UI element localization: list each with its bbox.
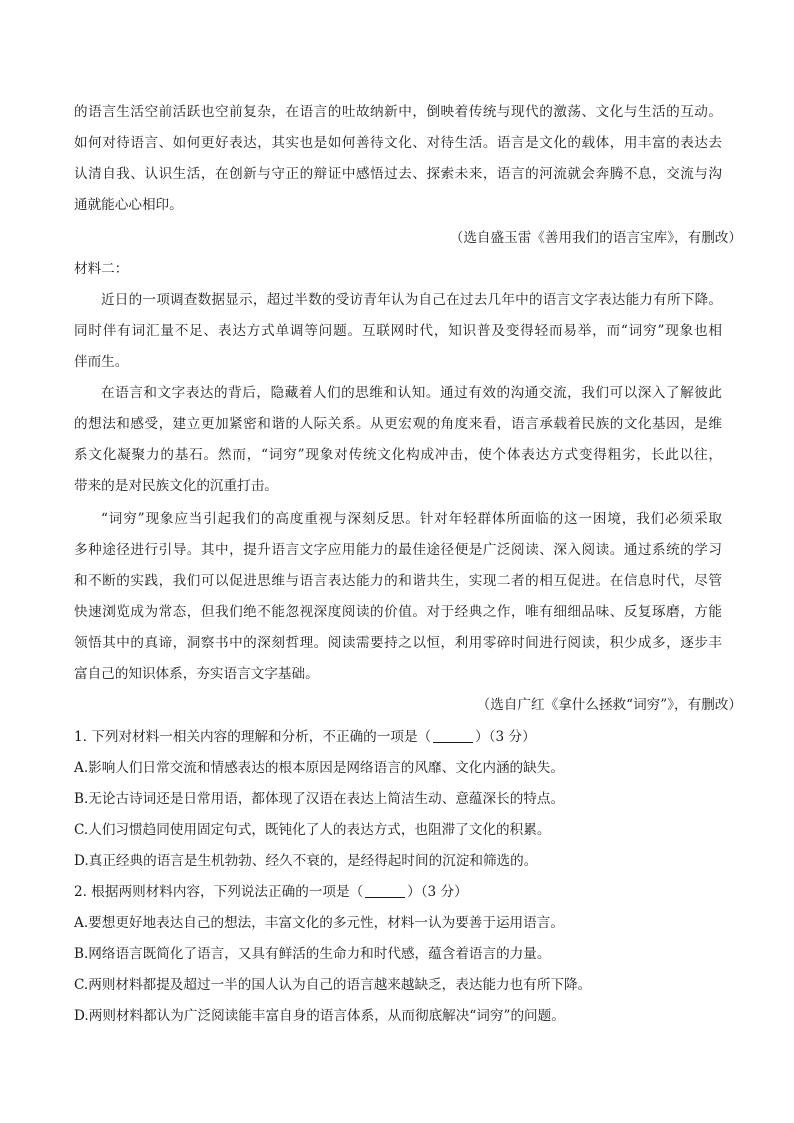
question-2-option-c: C.两则材料都提及超过一半的国人认为自己的语言越来越缺乏，表达能力也有所下降。 — [74, 977, 592, 993]
material2-p2-line: 在语言和文字表达的背后，隐藏着人们的思维和认知。通过有效的沟通交流，我们可以深入了解彼此 — [101, 385, 722, 401]
answer-blank[interactable] — [433, 728, 473, 743]
material2-p3-line: 富自己的知识体系，夯实语言文字基础。 — [74, 666, 319, 682]
material2-p2-line: 带来的是对民族文化的沉重打击。 — [74, 478, 278, 494]
answer-blank[interactable] — [365, 883, 405, 898]
material2-heading: 材料二： — [74, 261, 129, 277]
question-score: ）（3 分） — [475, 729, 536, 745]
material2-p1-line: 伴而生。 — [74, 354, 129, 370]
material2-p3-line: 和不断的实践，我们可以促进思维与语言表达能力的和谐共生，实现二者的相互促进。在信息时代，尽管 — [74, 573, 722, 589]
question-2-stem — [74, 882, 734, 902]
material2-p3-line: 领悟其中的真谛，洞察书中的深刻哲理。阅读需要持之以恒，利用零碎时间进行阅读，积少成多，逐步丰 — [74, 635, 722, 651]
material2-p1-line: 同时伴有词汇量不足、表达方式单调等问题。互联网时代，知识普及变得轻而易举，而“词穷”现象也相 — [74, 323, 722, 339]
material2-p2-line: 系文化凝聚力的基石。然而，“词穷”现象对传统文化构成冲击，使个体表达方式变得粗劣，长此以往， — [74, 447, 722, 463]
question-1-option-a: A.影响人们日常交流和情感表达的根本原因是网络语言的风靡、文化内涵的缺失。 — [74, 760, 564, 776]
question-stem-text: 1. 下列对材料一相关内容的理解和分析，不正确的一项是（ — [74, 729, 432, 745]
material1-line: 认清自我、认识生活，在创新与守正的辩证中感悟过去、探索未来，语言的河流就会奔腾不息，交流与沟 — [74, 166, 722, 182]
material2-p2-line: 的想法和感受，建立更加紧密和谐的人际关系。从更宏观的角度来看，语言承载着民族的文化基因，是维 — [74, 416, 722, 432]
question-stem-text: 2. 根据两则材料内容，下列说法正确的一项是（ — [74, 884, 364, 900]
question-2-option-d: D.两则材料都认为广泛阅读能丰富自身的语言体系，从而彻底解决“词穷”的问题。 — [74, 1008, 565, 1024]
material2-p3-line: 快速浏览成为常态，但我们绝不能忽视深度阅读的价值。对于经典之作，唯有细细品味、反复琢磨，方能 — [74, 604, 722, 620]
material2-p1-line: 近日的一项调查数据显示，超过半数的受访青年认为自己在过去几年中的语言文字表达能力有所下降。 — [101, 292, 722, 308]
question-2-option-a: A.要想更好地表达自己的想法，丰富文化的多元性，材料一认为要善于运用语言。 — [74, 915, 564, 931]
question-1-option-b: B.无论古诗词还是日常用语，都体现了汉语在表达上简洁生动、意蕴深长的特点。 — [74, 791, 565, 807]
question-1-option-d: D.真正经典的语言是生机勃勃、经久不衰的，是经得起时间的沉淀和筛选的。 — [74, 853, 538, 869]
question-1-option-c: C.人们习惯趋同使用固定句式，既钝化了人的表达方式，也阻滞了文化的积累。 — [74, 822, 551, 838]
question-2-option-b: B.网络语言既简化了语言，又具有鲜活的生命力和时代感，蕴含着语言的力量。 — [74, 946, 551, 962]
material2-p3-line: 多种途径进行引导。其中，提升语言文字应用能力的最佳途径便是广泛阅读、深入阅读。通过系统的学习 — [74, 542, 722, 558]
question-score: ）（3 分） — [407, 884, 468, 900]
material1-line: 的语言生活空前活跃也空前复杂，在语言的吐故纳新中，倒映着传统与现代的激荡、文化与生活的互动。 — [74, 104, 722, 120]
material2-p3-line: “词穷”现象应当引起我们的高度重视与深刻反思。针对年轻群体所面临的这一困境，我们必须采取 — [101, 511, 722, 527]
material1-line: 如何对待语言、如何更好表达，其实也是如何善待文化、对待生活。语言是文化的载体，用丰富的表达去 — [74, 135, 722, 151]
material1-line: 通就能心心相印。 — [74, 197, 183, 213]
material1-source: （选自盛玉雷《善用我们的语言宝库》，有删改） — [449, 230, 742, 246]
question-1-stem — [74, 727, 734, 747]
material2-source: （选自广红《拿什么拯救“词穷”》，有删改） — [476, 697, 742, 713]
